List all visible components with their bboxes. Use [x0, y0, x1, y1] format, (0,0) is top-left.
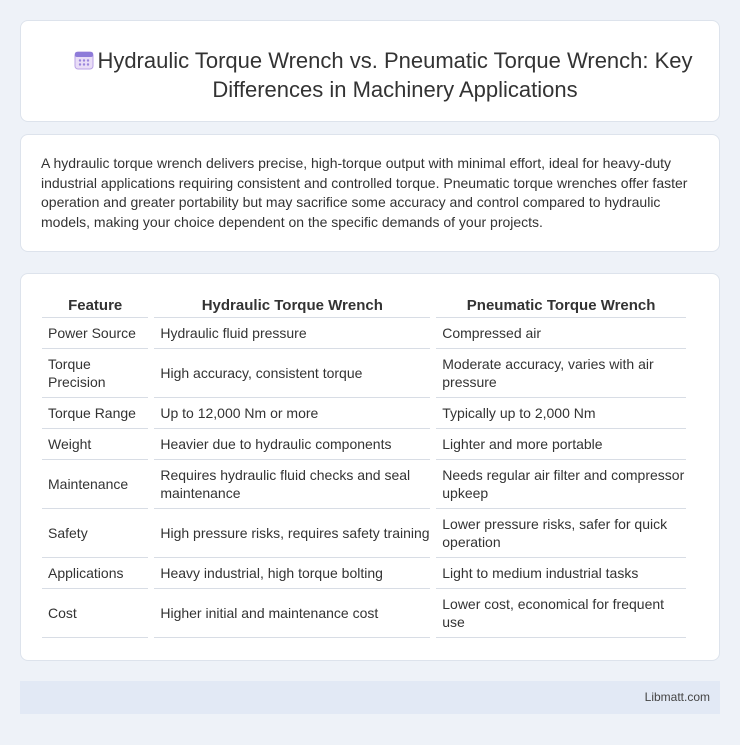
table-cell: Typically up to 2,000 Nm: [436, 398, 686, 429]
table-header-row: [42, 292, 686, 318]
table-cell: Needs regular air filter and compressor upkeep: [436, 460, 686, 509]
table-cell: Hydraulic fluid pressure: [154, 318, 430, 349]
table-cell: Higher initial and maintenance cost: [154, 589, 430, 638]
table-cell: Torque Range: [42, 398, 148, 429]
table-cell: Weight: [42, 429, 148, 460]
table-cell: Maintenance: [42, 460, 148, 509]
table-cell: Moderate accuracy, varies with air pressure: [436, 349, 686, 398]
table-cell: High pressure risks, requires safety training: [154, 509, 430, 558]
title-card: [20, 20, 720, 122]
table-cell: Heavier due to hydraulic components: [154, 429, 430, 460]
table-row: [42, 318, 686, 349]
table-cell: Light to medium industrial tasks: [436, 558, 686, 589]
column-header-feature: Feature: [42, 292, 148, 318]
table-cell: Lower pressure risks, safer for quick operation: [436, 509, 686, 558]
column-header-pneumatic: Pneumatic Torque Wrench: [436, 292, 686, 318]
table-cell: Safety: [42, 509, 148, 558]
table-row: [42, 589, 686, 638]
table-cell: Lower cost, economical for frequent use: [436, 589, 686, 638]
table-row: [42, 429, 686, 460]
footer-site-link[interactable]: Libmatt.com: [644, 690, 710, 704]
table-cell: Applications: [42, 558, 148, 589]
column-header-hydraulic: Hydraulic Torque Wrench: [154, 292, 430, 318]
table-cell: Heavy industrial, high torque bolting: [154, 558, 430, 589]
table-row: [42, 558, 686, 589]
table-cell: Up to 12,000 Nm or more: [154, 398, 430, 429]
table-cell: High accuracy, consistent torque: [154, 349, 430, 398]
table-card: [20, 273, 720, 661]
page-title: Hydraulic Torque Wrench vs. Pneumatic Torque Wrench: Key Differences in Machinery Applications: [97, 48, 693, 102]
footer-bar: [20, 681, 720, 714]
table-cell: Compressed air: [436, 318, 686, 349]
table-row: [42, 460, 686, 509]
table-cell: Lighter and more portable: [436, 429, 686, 460]
table-cell: Power Source: [42, 318, 148, 349]
table-cell: Requires hydraulic fluid checks and seal maintenance: [154, 460, 430, 509]
table-row: [42, 349, 686, 398]
table-cell: Torque Precision: [42, 349, 148, 398]
table-row: [42, 398, 686, 429]
summary-card: [20, 134, 720, 252]
comparison-table: [36, 292, 692, 638]
summary-text: A hydraulic torque wrench delivers precise, high-torque output with minimal effort, ideal for heavy-duty industrial applications requiring consistent and controlled torque. Pneumatic torque wrenches offer faster operation and greater portability but may sacrifice some accuracy and control compared to hydraulic models, making your choice dependent on the specific demands of your projects.: [41, 155, 688, 230]
table-row: [42, 509, 686, 558]
table-cell: Cost: [42, 589, 148, 638]
